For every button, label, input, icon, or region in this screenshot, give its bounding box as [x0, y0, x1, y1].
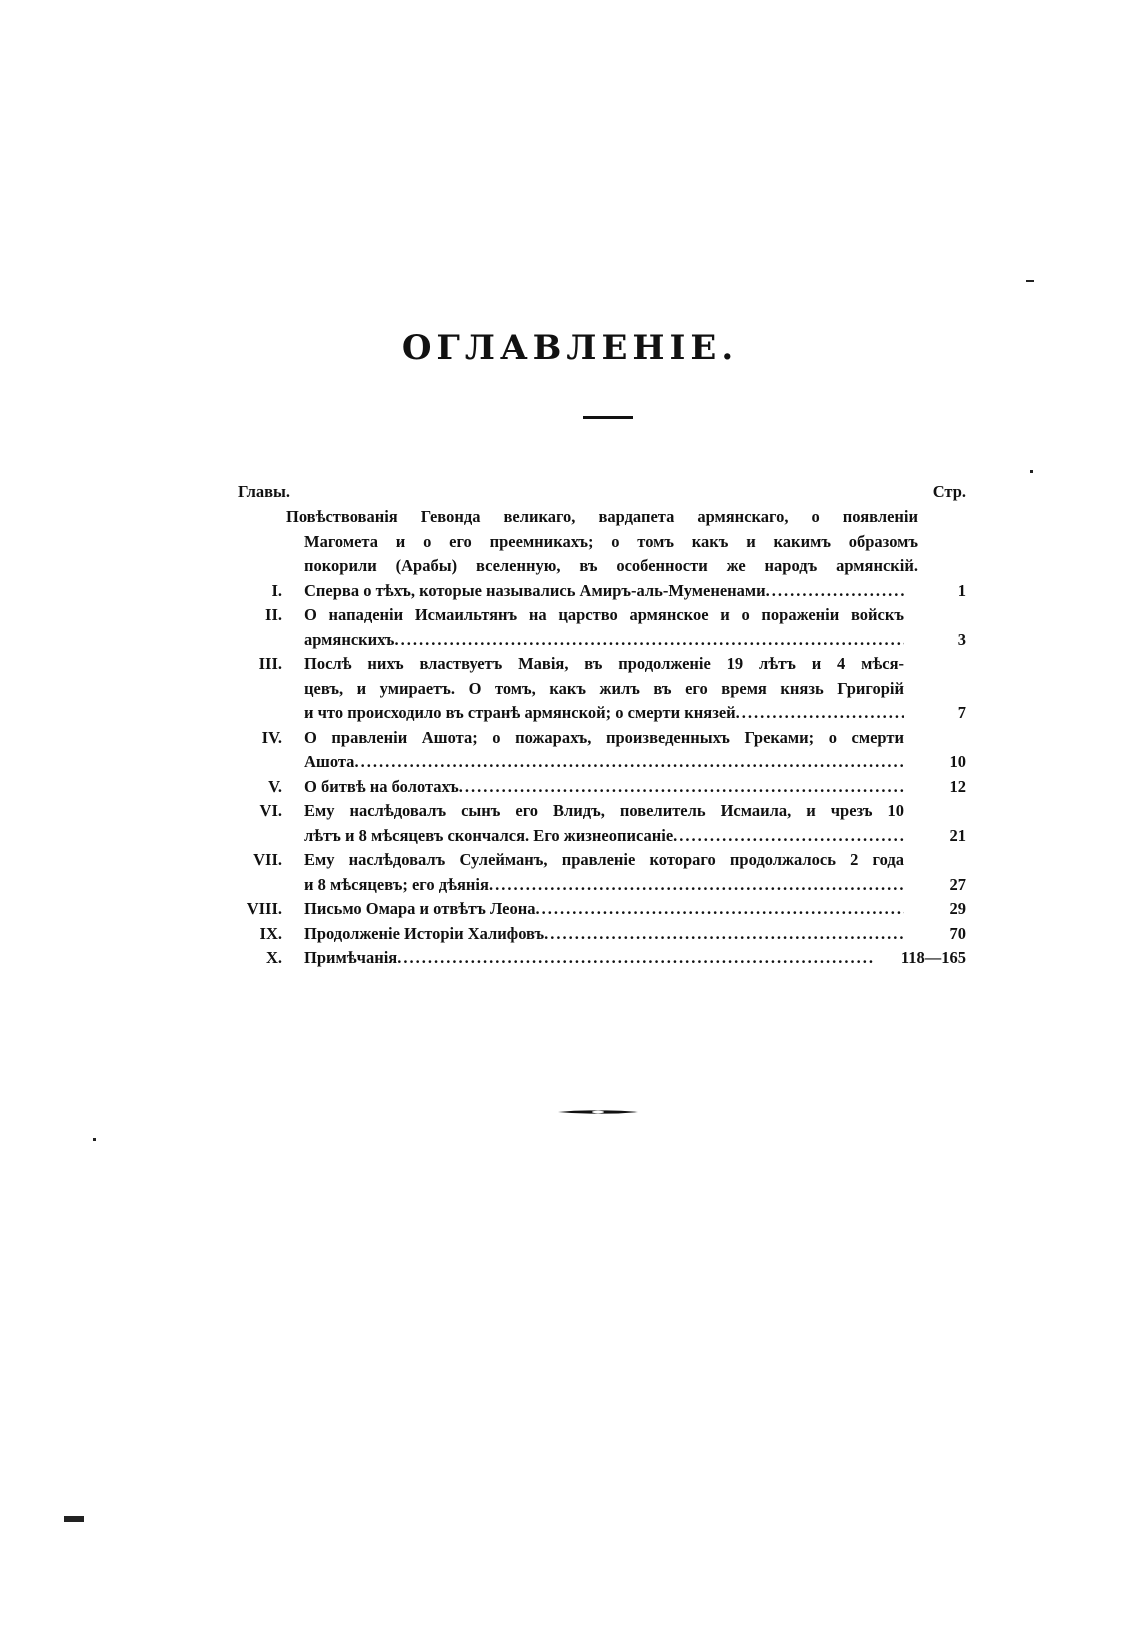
chapter-number: II. — [265, 605, 282, 624]
chapter-number: IV. — [261, 727, 282, 747]
chapter-number: X. — [265, 948, 282, 967]
page-number: 7 — [957, 703, 966, 722]
toc-intro — [286, 505, 918, 579]
toc-entry — [238, 848, 966, 897]
chapter-title-text: Примѣчанія — [304, 948, 398, 967]
chapter-number: V. — [268, 776, 282, 796]
intro-line: Магомета и о его преемникахъ; о томъ какъ и какимъ образомъ — [304, 531, 918, 551]
page-number: 118—165 — [900, 948, 966, 967]
page-number: 70 — [949, 923, 966, 943]
chapter-title-line — [304, 897, 904, 922]
chapter-title-line — [304, 579, 904, 604]
dot-leader — [673, 824, 904, 849]
page-number: 21 — [949, 825, 966, 845]
chapter-title-line — [304, 873, 904, 898]
ornamental-rule — [558, 1109, 638, 1115]
chapters-column-label: Главы. — [238, 482, 291, 501]
chapter-title-text: Ашота — [304, 752, 355, 771]
chapter-number: IX. — [259, 923, 282, 943]
dot-leader — [544, 922, 904, 947]
chapter-title-text: и что происходило въ странѣ армянской; о смерти князей — [304, 703, 736, 722]
chapter-title-text: и 8 мѣсяцевъ; его дѣянія — [304, 874, 489, 894]
toc-entry — [238, 799, 966, 848]
chapter-title-line — [304, 824, 904, 849]
dot-leader — [489, 873, 904, 898]
page-number: 1 — [957, 580, 966, 600]
ink-speck — [1026, 280, 1034, 282]
chapter-title-line: Ему наслѣдовалъ сынъ его Влидъ, повелитель Исмаила, и чрезъ 10 — [304, 801, 904, 820]
chapter-title-line: Послѣ нихъ властвуетъ Мавія, въ продолженіе 19 лѣтъ и 4 мѣся- — [304, 654, 904, 673]
chapter-title-line — [304, 750, 904, 775]
toc-entry — [238, 726, 966, 775]
chapter-title-text: Сперва о тѣхъ, которые назывались Амиръ-аль-Мумененами — [304, 580, 766, 600]
page-number: 12 — [949, 776, 966, 796]
table-of-contents — [238, 480, 966, 971]
toc-entry — [238, 946, 966, 971]
dot-leader — [354, 750, 904, 775]
page-number: 29 — [949, 899, 966, 918]
chapter-title-line — [304, 946, 874, 971]
pages-column-label: Стр. — [932, 482, 966, 501]
page-number: 27 — [949, 874, 966, 894]
chapter-title-line — [304, 775, 904, 800]
toc-entry — [238, 579, 966, 604]
title-rule — [583, 416, 633, 419]
chapter-number: VIII. — [246, 899, 282, 918]
chapter-number: III. — [258, 654, 282, 673]
chapter-title-line — [304, 922, 904, 947]
ink-speck — [64, 1516, 84, 1522]
chapter-title-line: цевъ, и умираетъ. О томъ, какъ жилъ въ его время князь Григорій — [304, 678, 904, 698]
dot-leader — [459, 775, 904, 800]
chapter-number: VII. — [253, 850, 282, 869]
toc-entry — [238, 922, 966, 947]
chapter-number: VI. — [259, 801, 282, 820]
toc-entries — [238, 579, 966, 971]
chapter-title-text: армянскихъ — [304, 629, 395, 649]
dot-leader — [394, 628, 904, 653]
ink-speck — [1030, 470, 1033, 473]
page-number: 10 — [949, 752, 966, 771]
chapter-title-line: Ему наслѣдовалъ Сулейманъ, правленіе котораго продолжалось 2 года — [304, 850, 904, 869]
page-title: ОГЛАВЛЕНІЕ. — [401, 328, 739, 368]
chapter-title-line — [304, 701, 904, 726]
dot-leader — [536, 897, 905, 922]
ink-speck — [93, 1138, 96, 1141]
chapter-title-text: лѣтъ и 8 мѣсяцевъ скончался. Его жизнеописаніе — [304, 825, 674, 845]
dot-leader — [736, 701, 904, 726]
toc-header — [238, 480, 966, 505]
toc-entry — [238, 652, 966, 726]
intro-line: покорили (Арабы) вселенную, въ особенности же народъ армянскій. — [304, 556, 918, 575]
toc-entry — [238, 603, 966, 652]
chapter-title-line — [304, 628, 904, 653]
page-number: 3 — [957, 629, 966, 649]
toc-entry — [238, 897, 966, 922]
intro-line: Повѣствованія Гевонда великаго, вардапета армянскаго, о появленіи — [286, 507, 918, 526]
chapter-title-text: О битвѣ на болотахъ — [304, 776, 459, 796]
chapter-number: I. — [271, 580, 282, 600]
dot-leader — [766, 579, 904, 604]
chapter-title-line: О правленіи Ашота; о пожарахъ, произведенныхъ Греками; о смерти — [304, 727, 904, 747]
toc-entry — [238, 775, 966, 800]
chapter-title-text: Письмо Омара и отвѣтъ Леона — [304, 899, 536, 918]
chapter-title-text: Продолженіе Исторіи Халифовъ — [304, 923, 545, 943]
chapter-title-line: О нападеніи Исмаильтянъ на царство армянское и о пораженіи войскъ — [304, 605, 904, 624]
dot-leader — [397, 946, 874, 971]
